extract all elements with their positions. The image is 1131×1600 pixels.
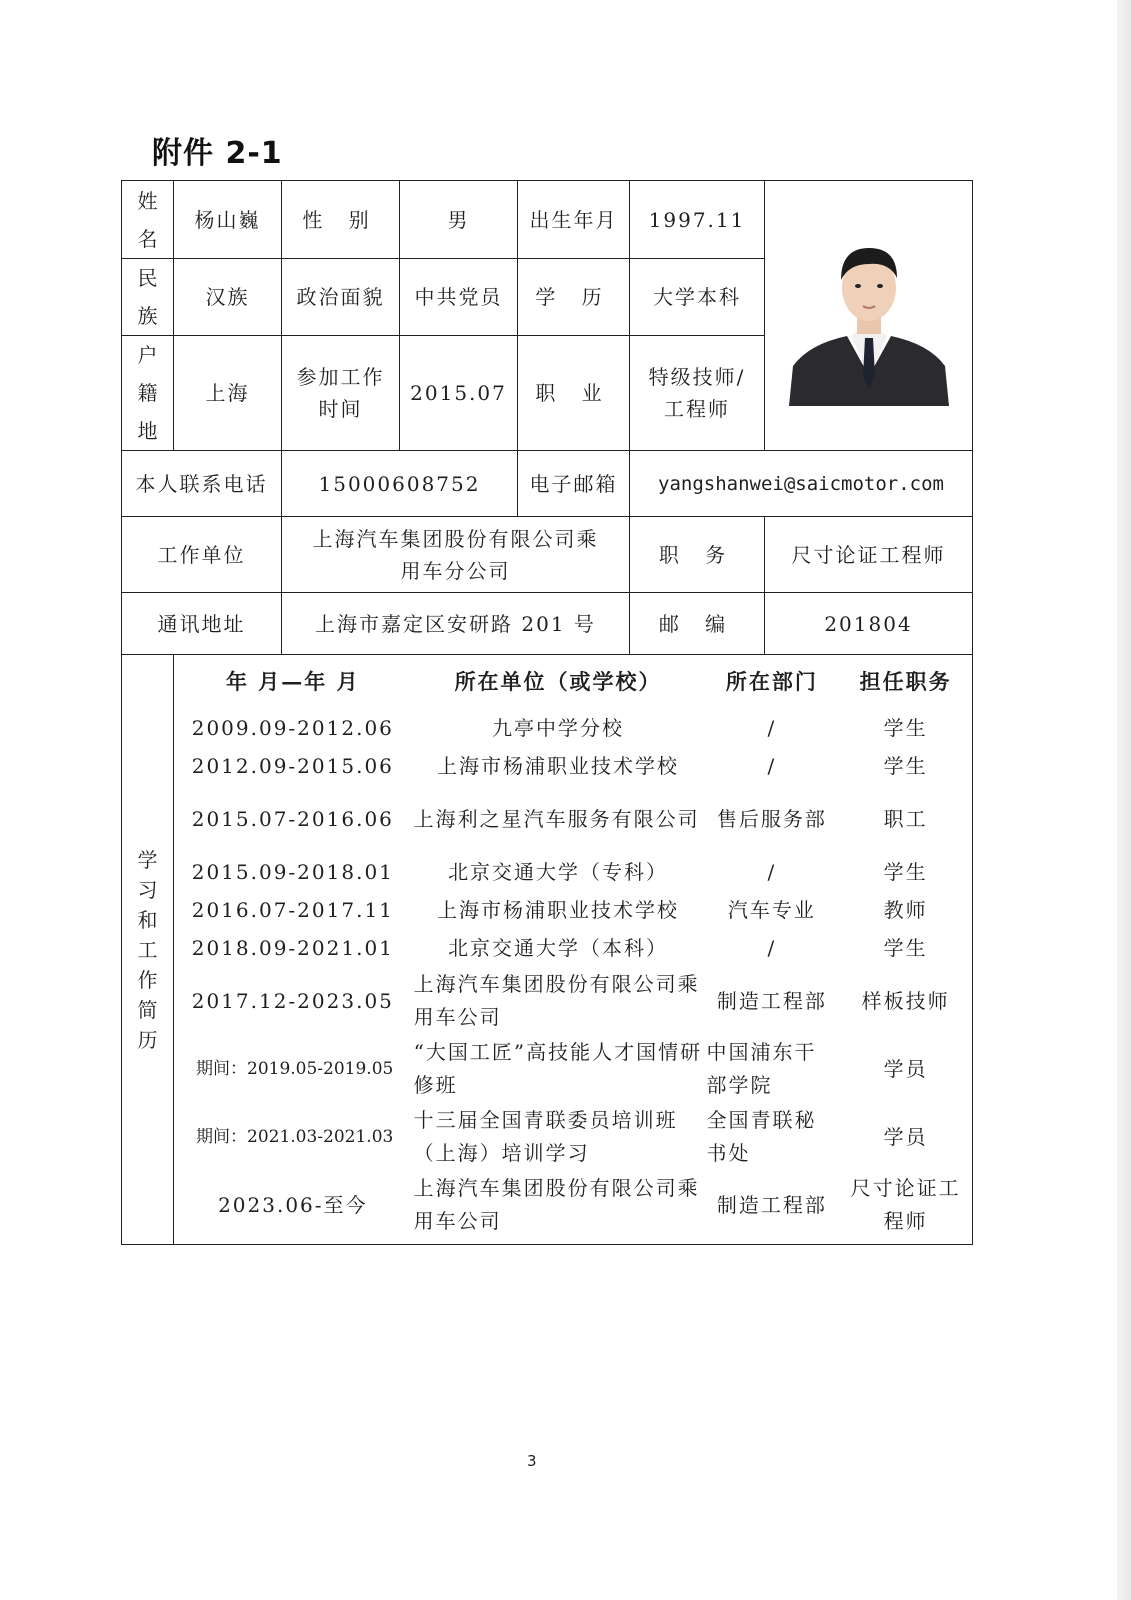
- history-org: 上海市杨浦职业技术学校: [437, 897, 680, 922]
- history-header-org: 所在单位（或学校）: [454, 669, 662, 694]
- history-org: 北京交通大学（本科）: [448, 935, 669, 960]
- email-value: yangshanwei@saicmotor.com: [630, 451, 973, 517]
- name-value: 杨山巍: [174, 181, 282, 259]
- occupation-value: 特级技师/工程师: [630, 336, 765, 451]
- email-label: 电子邮箱: [518, 451, 630, 517]
- page-number: 3: [527, 1452, 537, 1470]
- portrait-photo-cell: [765, 181, 973, 451]
- ethnicity-value: 汉族: [174, 259, 282, 336]
- history-row: [174, 967, 972, 1035]
- history-role: 尺寸论证工程师: [850, 1176, 961, 1233]
- address-label: 通讯地址: [122, 593, 282, 655]
- history-role: 学生: [883, 753, 928, 778]
- name-label: 姓 名: [122, 181, 174, 259]
- history-row: [174, 929, 972, 967]
- history-org: 北京交通大学（专科）: [448, 859, 669, 884]
- political-value: 中共党员: [400, 259, 518, 336]
- hukou-value: 上海: [174, 336, 282, 451]
- occupation-label: 职 业: [518, 336, 630, 451]
- history-role: 职工: [883, 806, 928, 831]
- attachment-title: 附件 2-1: [152, 136, 283, 171]
- employer-value: 上海汽车集团股份有限公司乘用车分公司: [282, 517, 630, 593]
- history-dept: /: [767, 715, 777, 740]
- phone-label: 本人联系电话: [122, 451, 282, 517]
- history-dept: 汽车专业: [727, 897, 816, 922]
- history-dept: 售后服务部: [716, 806, 827, 831]
- history-row: [174, 747, 972, 785]
- postcode-value: 201804: [765, 593, 973, 655]
- history-org: 上海汽车集团股份有限公司乘用车公司: [413, 972, 700, 1029]
- political-label: 政治面貌: [282, 259, 400, 336]
- history-role: 学生: [883, 935, 928, 960]
- history-org: 上海利之星汽车服务有限公司: [413, 806, 700, 831]
- history-dept: 全国青联秘书处: [706, 1108, 817, 1165]
- history-dept: /: [767, 935, 777, 960]
- history-label: 学 习 和 工 作 简 历: [122, 655, 174, 1245]
- history-period: 2016.07-2017.11: [191, 897, 394, 922]
- history-org: 十三届全国青联委员培训班（上海）培训学习: [413, 1108, 678, 1165]
- work-start-label: 参加工作时间: [282, 336, 400, 451]
- history-period: 2017.12-2023.05: [191, 988, 394, 1013]
- history-table: [174, 655, 972, 1239]
- history-row: [174, 1171, 972, 1239]
- history-role: 学生: [883, 859, 928, 884]
- gender-label: 性 别: [282, 181, 400, 259]
- phone-value: 15000608752: [282, 451, 518, 517]
- history-period: 期间：2021.03-2021.03: [196, 1126, 394, 1147]
- address-value: 上海市嘉定区安研路 201 号: [282, 593, 630, 655]
- history-header-role: 担任职务: [859, 669, 952, 694]
- birth-value: 1997.11: [630, 181, 765, 259]
- employer-label: 工作单位: [122, 517, 282, 593]
- history-period: 2009.09-2012.06: [191, 715, 394, 740]
- history-period: 2023.06-至今: [218, 1192, 368, 1217]
- history-row: [174, 1103, 972, 1171]
- history-org: 上海市杨浦职业技术学校: [437, 753, 680, 778]
- history-org: “大国工匠”高技能人才国情研修班: [413, 1040, 703, 1097]
- history-period: 2015.07-2016.06: [191, 806, 394, 831]
- history-org: 上海汽车集团股份有限公司乘用车公司: [413, 1176, 700, 1233]
- history-row: [174, 853, 972, 891]
- history-header-period: 年 月—年 月: [226, 669, 360, 694]
- history-role: 学员: [883, 1124, 928, 1149]
- history-role: 样板技师: [861, 988, 950, 1013]
- portrait-photo: [789, 226, 949, 406]
- history-period: 2012.09-2015.06: [191, 753, 394, 778]
- history-dept: /: [767, 859, 777, 884]
- history-row: [174, 891, 972, 929]
- history-row: [174, 785, 972, 853]
- history-role: 教师: [883, 897, 928, 922]
- history-cell: [174, 655, 973, 1245]
- history-dept: 中国浦东干部学院: [706, 1040, 817, 1097]
- history-period: 2015.09-2018.01: [191, 859, 394, 884]
- position-label: 职 务: [630, 517, 765, 593]
- education-label: 学 历: [518, 259, 630, 336]
- history-row: [174, 1035, 972, 1103]
- ethnicity-label: 民 族: [122, 259, 174, 336]
- history-dept: /: [767, 753, 777, 778]
- history-period: 2018.09-2021.01: [191, 935, 394, 960]
- history-dept: 制造工程部: [716, 988, 827, 1013]
- work-start-value: 2015.07: [400, 336, 518, 451]
- history-period: 期间：2019.05-2019.05: [196, 1058, 394, 1079]
- history-dept: 制造工程部: [716, 1192, 827, 1217]
- scan-page-edge: [1117, 0, 1131, 1600]
- hukou-label: 户 籍 地: [122, 336, 174, 451]
- postcode-label: 邮 编: [630, 593, 765, 655]
- history-role: 学员: [883, 1056, 928, 1081]
- personal-info-table: [121, 180, 973, 1245]
- gender-value: 男: [400, 181, 518, 259]
- history-role: 学生: [883, 715, 928, 740]
- position-value: 尺寸论证工程师: [765, 517, 973, 593]
- birth-label: 出生年月: [518, 181, 630, 259]
- history-org: 九亭中学分校: [492, 715, 625, 740]
- education-value: 大学本科: [630, 259, 765, 336]
- history-header-dept: 所在部门: [725, 669, 818, 694]
- history-row: [174, 709, 972, 747]
